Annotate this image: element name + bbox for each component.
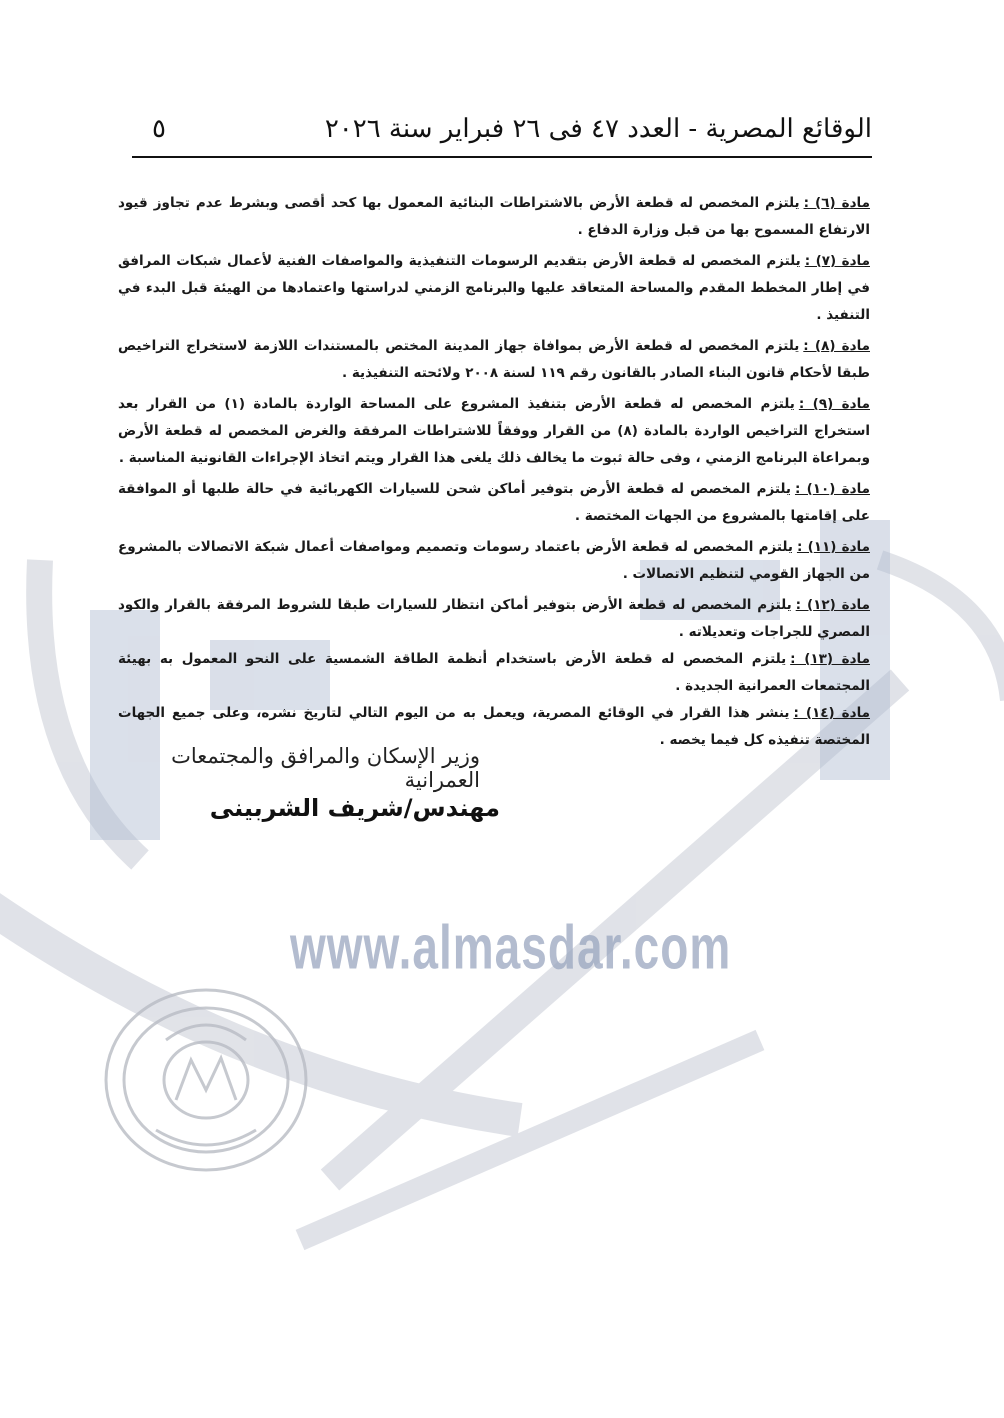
article-text: يلتزم المخصص له قطعة الأرض بتنفيذ المشروع على المساحة الواردة بالمادة (١) من القرار بعد استخراج التراخيص الواردة بالمادة (٨) من القرار ووفقاً للاشتراطات المرفقة والغرض المخصص له قطعة الأرض وبمراعاة البرنامج الزمني ، وفى حالة ثبوت ما يخالف ذلك يلغى هذا القرار ويتم اتخاذ الإجراءات القانونية المناسبة . [118,396,870,466]
header-title: الوقائع المصرية - العدد ٤٧ فى ٢٦ فبراير سنة ٢٠٢٦ [324,114,872,144]
minister-name: مهندس/شريف الشربينى [209,794,500,822]
article-12 [118,592,870,646]
article-10 [118,476,870,530]
article-number: مادة (٨) : [803,338,870,354]
article-text: يلتزم المخصص له قطعة الأرض بموافاة جهاز المدينة المختص بالمستندات اللازمة لاستخراج التراخيص طبقا لأحكام قانون البناء الصادر بالقانون رقم ١١٩ لسنة ٢٠٠٨ ولائحته التنفيذية . [118,338,870,381]
official-seal-stamp [96,980,316,1180]
article-text: يلتزم المخصص له قطعة الأرض باعتماد رسومات وتصميم ومواصفات أعمال شبكة الاتصالات بالمشروع من الجهاز القومي لتنظيم الاتصالات . [118,539,870,582]
article-7 [118,248,870,329]
page-header [132,108,872,156]
article-number: مادة (١٣) : [790,651,870,667]
header-rule [132,156,872,158]
article-number: مادة (٦) : [803,195,870,211]
article-number: مادة (١٤) : [793,705,870,721]
article-number: مادة (١٢) : [795,597,870,613]
article-number: مادة (١١) : [796,539,870,555]
article-number: مادة (١٠) : [794,481,870,497]
articles-list [118,190,870,754]
article-text: يلتزم المخصص له قطعة الأرض بتقديم الرسومات التنفيذية والمواصفات الفنية لأعمال شبكات المرافق في إطار المخطط المقدم والمساحة المتعاقد عليها والبرنامج الزمني لدراستها واعتمادها من الهيئة قبل البدء في التنفيذ . [118,253,870,323]
article-number: مادة (٧) : [804,253,870,269]
article-11 [118,534,870,588]
article-9 [118,391,870,472]
article-text: يلتزم المخصص له قطعة الأرض باستخدام أنظمة الطاقة الشمسية على النحو المعمول به بهيئة المجتمعات العمرانية الجديدة . [118,651,870,694]
article-6 [118,190,870,244]
minister-title: وزير الإسكان والمرافق والمجتمعات العمرانية [171,744,480,792]
article-text: يلتزم المخصص له قطعة الأرض بالاشتراطات البنائية المعمول بها كحد أقصى وبشرط عدم تجاوز قيود الارتفاع المسموح بها من قبل وزارة الدفاع . [118,195,870,238]
article-text: ينشر هذا القرار في الوقائع المصرية، ويعمل به من اليوم التالي لتاريخ نشره، وعلى جميع الجهات المختصة تنفيذه كل فيما يخصه . [118,705,870,748]
article-text: يلتزم المخصص له قطعة الأرض بتوفير أماكن شحن للسيارات الكهربائية في حالة طلبها أو الموافقة على إقامتها بالمشروع من الجهات المختصة . [118,481,870,524]
article-13 [118,646,870,700]
watermark-url: www.almasdar.com [290,911,732,983]
article-8 [118,333,870,387]
article-number: مادة (٩) : [798,396,870,412]
page-number: ٥ [152,114,166,144]
article-text: يلتزم المخصص له قطعة الأرض بتوفير أماكن انتظار للسيارات طبقا للشروط المرفقة بالقرار والكود المصري للجراجات وتعديلاته . [118,597,870,640]
